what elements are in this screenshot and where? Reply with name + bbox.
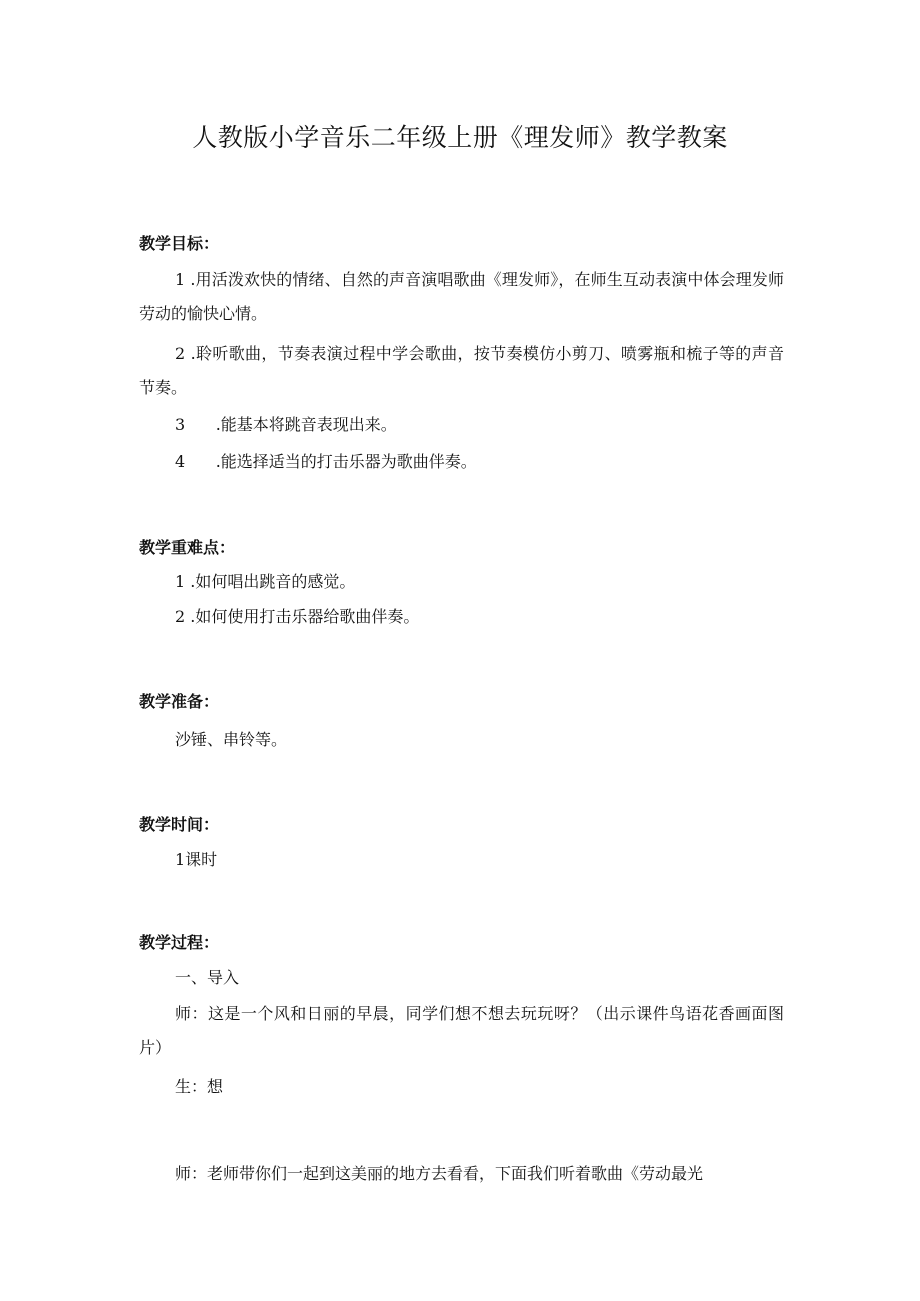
- process-section-intro: 一、导入: [175, 968, 240, 987]
- process-paragraph-2: 师：老师带你们一起到这美丽的地方去看看，下面我们听着歌曲《劳动最光: [175, 1164, 704, 1183]
- time-heading: 教学时间：: [139, 815, 220, 834]
- objectives-heading: 教学目标：: [139, 234, 220, 253]
- time-text: 1课时: [175, 850, 218, 869]
- objective-item-3: 3 .能基本将跳音表现出来。: [175, 415, 397, 434]
- preparation-text: 沙锤、串铃等。: [175, 730, 288, 749]
- key-point-item-1: 1 .如何唱出跳音的感觉。: [175, 572, 356, 591]
- objective-item-4: 4 .能选择适当的打击乐器为歌曲伴奏。: [175, 452, 477, 471]
- key-points-heading: 教学重难点：: [139, 538, 236, 557]
- key-point-item-2: 2 .如何使用打击乐器给歌曲伴奏。: [175, 607, 420, 626]
- process-heading: 教学过程：: [139, 933, 220, 952]
- process-line-student: 生：想: [175, 1077, 224, 1096]
- process-paragraph-1: 师：这是一个风和日丽的早晨，同学们想不想去玩玩呀？（出示课件鸟语花香画面图片）: [139, 1004, 784, 1057]
- objective-item-2: 2 .聆听歌曲，节奏表演过程中学会歌曲，按节奏模仿小剪刀、喷雾瓶和梳子等的声音节奏。: [139, 344, 784, 397]
- document-title: 人教版小学音乐二年级上册《理发师》教学教案: [192, 123, 728, 152]
- preparation-heading: 教学准备：: [139, 692, 220, 711]
- objective-item-1: 1 .用活泼欢快的情绪、自然的声音演唱歌曲《理发师》，在师生互动表演中体会理发师劳动的愉快心情。: [139, 270, 784, 323]
